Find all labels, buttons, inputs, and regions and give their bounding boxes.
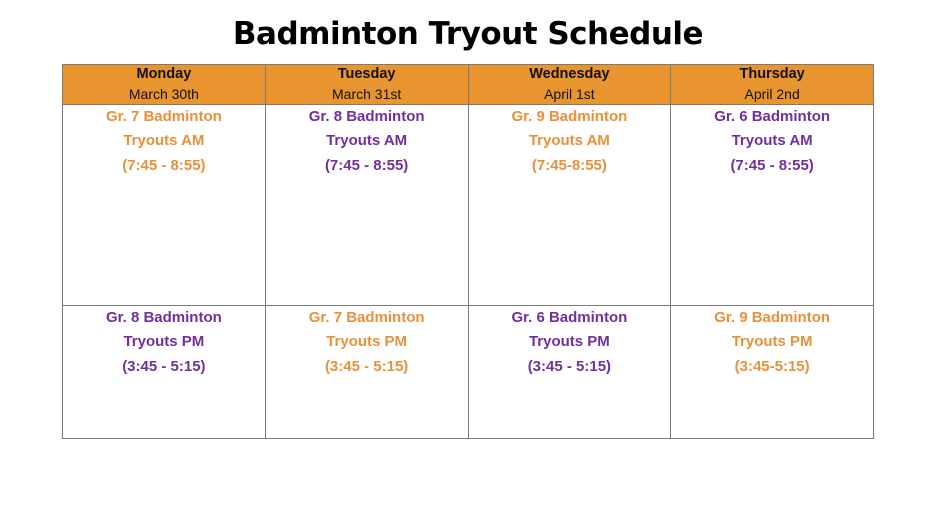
entry-time: (3:45 - 5:15) bbox=[324, 357, 409, 375]
table-header-row bbox=[63, 65, 874, 105]
entry-title: Gr. 9 Badminton bbox=[714, 309, 831, 327]
day-date-wednesday: April 1st bbox=[544, 85, 595, 102]
schedule-table-wrapper bbox=[62, 64, 874, 439]
entry-title: Gr. 7 Badminton bbox=[105, 108, 222, 126]
day-date-monday: March 30th bbox=[128, 85, 199, 102]
cell-monday-pm bbox=[63, 306, 266, 439]
entry-session: Tryouts AM bbox=[731, 132, 813, 150]
session-entry bbox=[266, 105, 468, 178]
column-header-thursday bbox=[671, 65, 874, 105]
day-name-monday: Monday bbox=[136, 66, 192, 82]
day-name-thursday: Thursday bbox=[739, 66, 805, 82]
entry-time: (3:45 - 5:15) bbox=[122, 357, 206, 375]
table-row-am bbox=[63, 105, 874, 306]
entry-session: Tryouts PM bbox=[731, 333, 813, 351]
entry-session: Tryouts AM bbox=[326, 132, 408, 150]
day-name-wednesday: Wednesday bbox=[529, 66, 610, 82]
session-entry bbox=[671, 306, 873, 379]
session-entry bbox=[469, 105, 671, 178]
entry-title: Gr. 7 Badminton bbox=[308, 309, 425, 327]
entry-title: Gr. 6 Badminton bbox=[714, 108, 831, 126]
entry-title: Gr. 8 Badminton bbox=[308, 108, 425, 126]
schedule-table bbox=[62, 64, 874, 439]
session-entry bbox=[671, 105, 873, 178]
entry-session: Tryouts PM bbox=[123, 333, 205, 351]
cell-monday-am bbox=[63, 105, 266, 306]
session-entry bbox=[469, 306, 671, 379]
cell-thursday-am bbox=[671, 105, 874, 306]
day-name-tuesday: Tuesday bbox=[337, 66, 396, 82]
table-body bbox=[63, 105, 874, 439]
entry-title: Gr. 9 Badminton bbox=[511, 108, 628, 126]
entry-title: Gr. 6 Badminton bbox=[511, 309, 628, 327]
entry-session: Tryouts AM bbox=[123, 132, 205, 150]
cell-thursday-pm bbox=[671, 306, 874, 439]
session-entry bbox=[63, 105, 265, 178]
table-row-pm bbox=[63, 306, 874, 439]
page-title: Badminton Tryout Schedule bbox=[232, 16, 704, 52]
day-date-thursday: April 2nd bbox=[744, 85, 800, 102]
entry-time: (7:45 - 8:55) bbox=[122, 156, 206, 174]
entry-session: Tryouts PM bbox=[528, 333, 610, 351]
entry-time: (3:45-5:15) bbox=[734, 357, 810, 375]
cell-wednesday-pm bbox=[468, 306, 671, 439]
entry-time: (7:45 - 8:55) bbox=[730, 156, 814, 174]
column-header-monday bbox=[63, 65, 266, 105]
entry-title: Gr. 8 Badminton bbox=[105, 309, 222, 327]
cell-wednesday-am bbox=[468, 105, 671, 306]
day-date-tuesday: March 31st bbox=[332, 85, 402, 102]
column-header-wednesday bbox=[468, 65, 671, 105]
entry-time: (7:45-8:55) bbox=[531, 156, 607, 174]
entry-time: (7:45 - 8:55) bbox=[324, 156, 409, 174]
entry-time: (3:45 - 5:15) bbox=[527, 357, 612, 375]
session-entry bbox=[266, 306, 468, 379]
cell-tuesday-am bbox=[265, 105, 468, 306]
entry-session: Tryouts PM bbox=[326, 333, 408, 351]
cell-tuesday-pm bbox=[265, 306, 468, 439]
column-header-tuesday bbox=[265, 65, 468, 105]
session-entry bbox=[63, 306, 265, 379]
table-header bbox=[63, 65, 874, 105]
entry-session: Tryouts AM bbox=[528, 132, 610, 150]
